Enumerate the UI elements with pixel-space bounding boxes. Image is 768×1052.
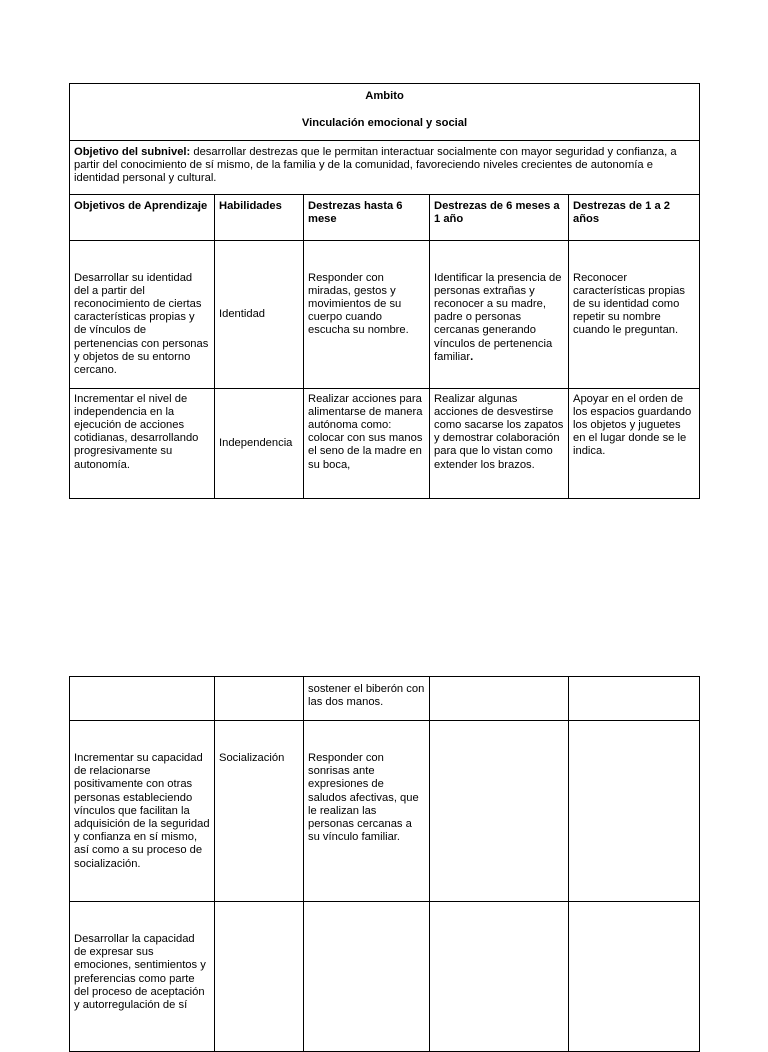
destreza-text: Identificar la presencia de personas extrañas y reconocer a su madre, padre o personas cercanas generando vínculos de pertenencia familiar xyxy=(434,271,562,363)
destreza-cell xyxy=(430,721,569,902)
destreza-cell: Reconocer características propias de su identidad como repetir su nombre cuando le preguntan. xyxy=(569,240,700,388)
objetivo-cell: Incrementar el nivel de independencia en la ejecución de acciones cotidianas, desarrollando progresivamente su autonomía. xyxy=(70,388,215,498)
destreza-cell: sostener el biberón con las dos manos. xyxy=(304,677,430,721)
table-row xyxy=(70,677,700,721)
destreza-cell: Realizar acciones para alimentarse de manera autónoma como: colocar con sus manos el seno de la madre en su boca, xyxy=(304,388,430,498)
destreza-cell xyxy=(430,902,569,1052)
destreza-cell: Realizar algunas acciones de desvestirse como sacarse los zapatos y demostrar colaboración para que lo vistan como extender los brazos. xyxy=(430,388,569,498)
objetivo-subnivel-label: Objetivo del subnivel: xyxy=(74,146,191,158)
column-header: Habilidades xyxy=(215,194,304,240)
column-header: Destrezas de 6 meses a 1 año xyxy=(430,194,569,240)
habilidad-cell: Socialización xyxy=(215,721,304,902)
table-row xyxy=(70,388,700,498)
table-row xyxy=(70,240,700,388)
destreza-cell: Apoyar en el orden de los espacios guardando los objetos y juguetes en el lugar donde se le indica. xyxy=(569,388,700,498)
destreza-period: . xyxy=(470,350,474,363)
ambito-header xyxy=(70,84,700,141)
ambito-subtitle: Vinculación emocional y social xyxy=(301,117,468,130)
column-header: Destrezas de 1 a 2 años xyxy=(569,194,700,240)
destreza-cell xyxy=(569,721,700,902)
column-header: Destrezas hasta 6 mese xyxy=(304,194,430,240)
objetivo-subnivel-text: desarrollar destrezas que le permitan interactuar socialmente con mayor seguridad y confianza, a partir del conocimiento de sí mismo, de la familia y de la comunidad, favoreciendo niveles crecientes de autonomía e identidad personal y cultural. xyxy=(74,146,677,185)
destreza-cell xyxy=(430,240,569,388)
curriculum-table xyxy=(69,83,700,499)
habilidad-cell xyxy=(215,902,304,1052)
destreza-cell: Responder con miradas, gestos y movimientos de su cuerpo cuando escucha su nombre. xyxy=(304,240,430,388)
table-row xyxy=(70,902,700,1052)
objetivo-cell: Desarrollar su identidad del a partir del reconocimiento de ciertas características propias y de vínculos de pertenencias con personas y objetos de su entorno cercano. xyxy=(70,240,215,388)
objetivo-cell xyxy=(70,677,215,721)
habilidad-cell: Identidad xyxy=(215,240,304,388)
destreza-cell xyxy=(569,677,700,721)
destreza-cell xyxy=(304,902,430,1052)
column-header: Objetivos de Aprendizaje xyxy=(70,194,215,240)
destreza-cell xyxy=(569,902,700,1052)
objetivo-cell: Desarrollar la capacidad de expresar sus emociones, sentimientos y preferencias como parte del proceso de aceptación y autorregulación de sí xyxy=(70,902,215,1052)
ambito-title: Ambito xyxy=(365,90,404,102)
table-row xyxy=(70,721,700,902)
objetivo-cell: Incrementar su capacidad de relacionarse positivamente con otras personas estableciendo vínculos que facilitan la adquisición de la seguridad y confianza en sí mismo, así como a su proceso de socialización. xyxy=(70,721,215,902)
objetivo-subnivel xyxy=(70,141,700,195)
curriculum-table-continued xyxy=(69,676,700,1052)
habilidad-cell xyxy=(215,677,304,721)
destreza-cell: Responder con sonrisas ante expresiones de saludos afectivas, que le realizan las personas cercanas a su vínculo familiar. xyxy=(304,721,430,902)
column-header-row xyxy=(70,194,700,240)
habilidad-cell: Independencia xyxy=(215,388,304,498)
destreza-cell xyxy=(430,677,569,721)
